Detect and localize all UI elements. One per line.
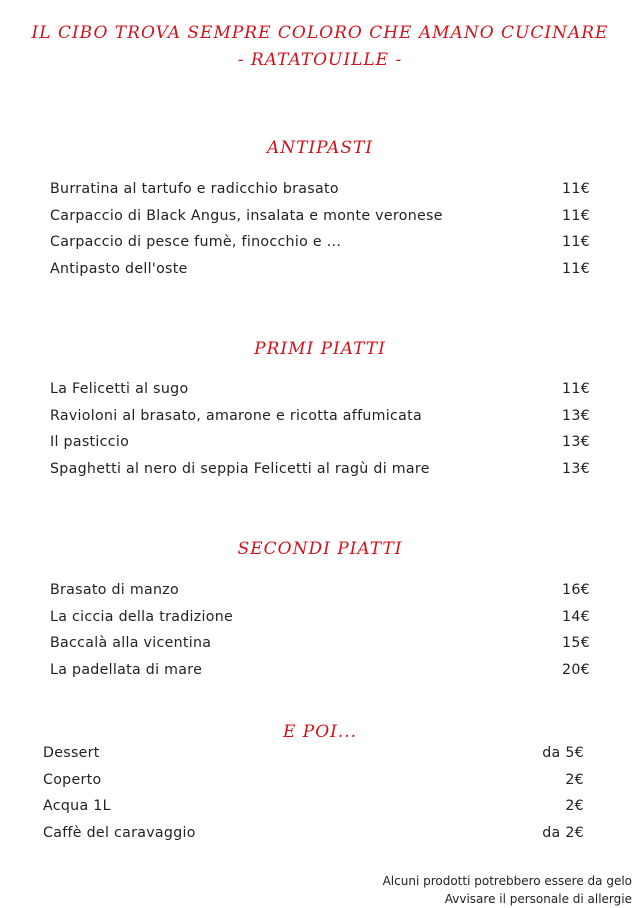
menu-item-name: La Felicetti al sugo xyxy=(50,381,189,397)
menu-item-name: Carpaccio di Black Angus, insalata e monte veronese xyxy=(50,207,443,224)
menu-item-name: Acqua 1L xyxy=(43,798,111,815)
header-motto: IL CIBO TROVA SEMPRE COLORO CHE AMANO CUCINARE xyxy=(31,23,609,43)
allergy-note-line-1: Alcuni prodotti potrebbero essere da gelo xyxy=(382,874,632,888)
menu-item-price: 20€ xyxy=(562,662,590,679)
menu-item xyxy=(43,793,584,820)
allergy-note xyxy=(383,872,632,908)
menu-item-price: 13€ xyxy=(562,461,590,478)
menu-item-price: 15€ xyxy=(562,635,590,652)
menu-item-price: 13€ xyxy=(562,407,590,424)
menu-item-name: Spaghetti al nero di seppia Felicetti al ragù di mare xyxy=(50,461,430,478)
section-title-e-poi: E POI... xyxy=(282,722,358,742)
menu-item-price: da 5€ xyxy=(542,745,584,761)
menu-item-price: da 2€ xyxy=(542,825,584,842)
menu-item-price: 16€ xyxy=(562,582,590,598)
menu-item-price: 11€ xyxy=(562,181,590,197)
menu-item xyxy=(50,456,590,483)
menu-item-price: 11€ xyxy=(562,261,590,278)
menu-item-price: 11€ xyxy=(562,207,590,224)
menu-item xyxy=(50,577,590,604)
menu-item-name: Antipasto dell'oste xyxy=(50,261,188,278)
menu-item xyxy=(50,176,590,203)
menu-item-price: 2€ xyxy=(565,771,584,788)
menu-item xyxy=(43,767,584,794)
menu-item-name: Coperto xyxy=(43,771,102,788)
menu-item-name: Burratina al tartufo e radicchio brasato xyxy=(50,181,339,197)
menu-item xyxy=(43,740,584,767)
menu-item-price: 11€ xyxy=(562,234,590,251)
menu-item-price: 11€ xyxy=(562,381,590,397)
menu-item xyxy=(50,604,590,631)
menu-item-name: Brasato di manzo xyxy=(50,582,179,598)
menu-item-name: Caffè del caravaggio xyxy=(43,825,196,842)
menu-item xyxy=(50,229,590,256)
menu-item-name: Baccalà alla vicentina xyxy=(50,635,212,652)
section-secondi-piatti xyxy=(50,577,590,684)
menu-item-price: 13€ xyxy=(562,434,590,451)
menu-item-name: Il pasticcio xyxy=(50,434,130,451)
menu-item-name: Carpaccio di pesce fumè, finocchio e ... xyxy=(50,234,342,251)
menu-item-name: Ravioloni al brasato, amarone e ricotta affumicata xyxy=(50,407,423,424)
menu-item-name: La ciccia della tradizione xyxy=(50,608,234,625)
menu-item xyxy=(50,630,590,657)
section-title-primi-piatti: PRIMI PIATTI xyxy=(254,339,386,359)
menu-header xyxy=(0,20,640,74)
menu-item xyxy=(50,256,590,283)
menu-item xyxy=(43,820,584,847)
section-primi-piatti xyxy=(50,376,590,483)
menu-item xyxy=(50,429,590,456)
section-antipasti xyxy=(50,176,590,283)
section-title-antipasti: ANTIPASTI xyxy=(266,138,374,158)
section-e-poi xyxy=(43,740,584,847)
allergy-note-line-2: Avvisare il personale di allergie xyxy=(444,892,632,906)
menu-item-name: Dessert xyxy=(43,745,100,761)
menu-item-price: 2€ xyxy=(565,798,584,815)
menu-item xyxy=(50,657,590,684)
menu-item xyxy=(50,203,590,230)
header-restaurant-name: - RATATOUILLE - xyxy=(237,50,403,70)
menu-item-name: La padellata di mare xyxy=(50,662,203,679)
menu-item xyxy=(50,376,590,403)
menu-item xyxy=(50,403,590,430)
section-title-secondi-piatti: SECONDI PIATTI xyxy=(237,539,403,559)
menu-item-price: 14€ xyxy=(562,608,590,625)
